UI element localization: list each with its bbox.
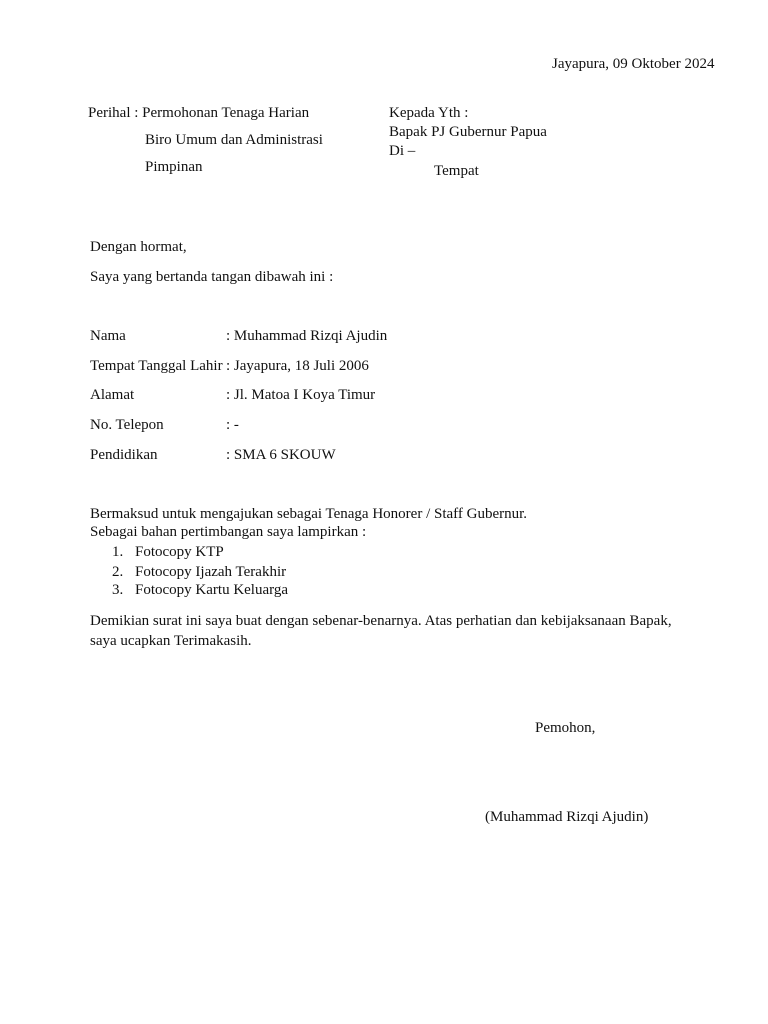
identity-value-alamat: : Jl. Matoa I Koya Timur [226, 387, 376, 403]
identity-label-telepon: No. Telepon [90, 417, 164, 433]
salutation: Dengan hormat, [90, 239, 187, 255]
signer-name: (Muhammad Rizqi Ajudin) [485, 809, 649, 825]
subject-line-3: Pimpinan [145, 159, 203, 175]
recipient-tempat: Tempat [434, 163, 479, 179]
purpose-text: Bermaksud untuk mengajukan sebagai Tenaga Honorer / Staff Gubernur. [90, 506, 528, 522]
identity-label-pendidikan: Pendidikan [90, 447, 158, 463]
list-item: Fotocopy Kartu Keluarga [135, 582, 289, 598]
letter-date: Jayapura, 09 Oktober 2024 [552, 56, 715, 72]
identity-label-alamat: Alamat [90, 387, 135, 403]
list-item-number: 2. [112, 564, 124, 580]
closing-paragraph: Demikian surat ini saya buat dengan sebenar-benarnya. Atas perhatian dan kebijaksanaan Bapak, saya ucapkan Terimakasih. [90, 613, 672, 649]
intro-text: Saya yang bertanda tangan dibawah ini : [90, 269, 334, 285]
recipient-di: Di – [389, 143, 416, 159]
identity-value-telepon: : - [226, 417, 239, 433]
recipient-kepada: Kepada Yth : [389, 105, 469, 121]
applicant-label: Pemohon, [535, 720, 596, 736]
recipient-name: Bapak PJ Gubernur Papua [389, 124, 547, 140]
subject-line-1: Perihal : Permohonan Tenaga Harian [88, 105, 310, 121]
list-item-number: 3. [112, 582, 124, 598]
identity-label-nama: Nama [90, 328, 126, 344]
identity-value-nama: : Muhammad Rizqi Ajudin [226, 328, 388, 344]
list-item: Fotocopy Ijazah Terakhir [135, 564, 287, 580]
identity-value-ttl: : Jayapura, 18 Juli 2006 [226, 358, 369, 374]
attachments-intro: Sebagai bahan pertimbangan saya lampirkan : [90, 524, 367, 540]
list-item: Fotocopy KTP [135, 544, 224, 560]
subject-line-2: Biro Umum dan Administrasi [145, 132, 323, 148]
list-item-number: 1. [112, 544, 124, 560]
identity-label-ttl: Tempat Tanggal Lahir [90, 358, 223, 374]
identity-value-pendidikan: : SMA 6 SKOUW [226, 447, 336, 463]
